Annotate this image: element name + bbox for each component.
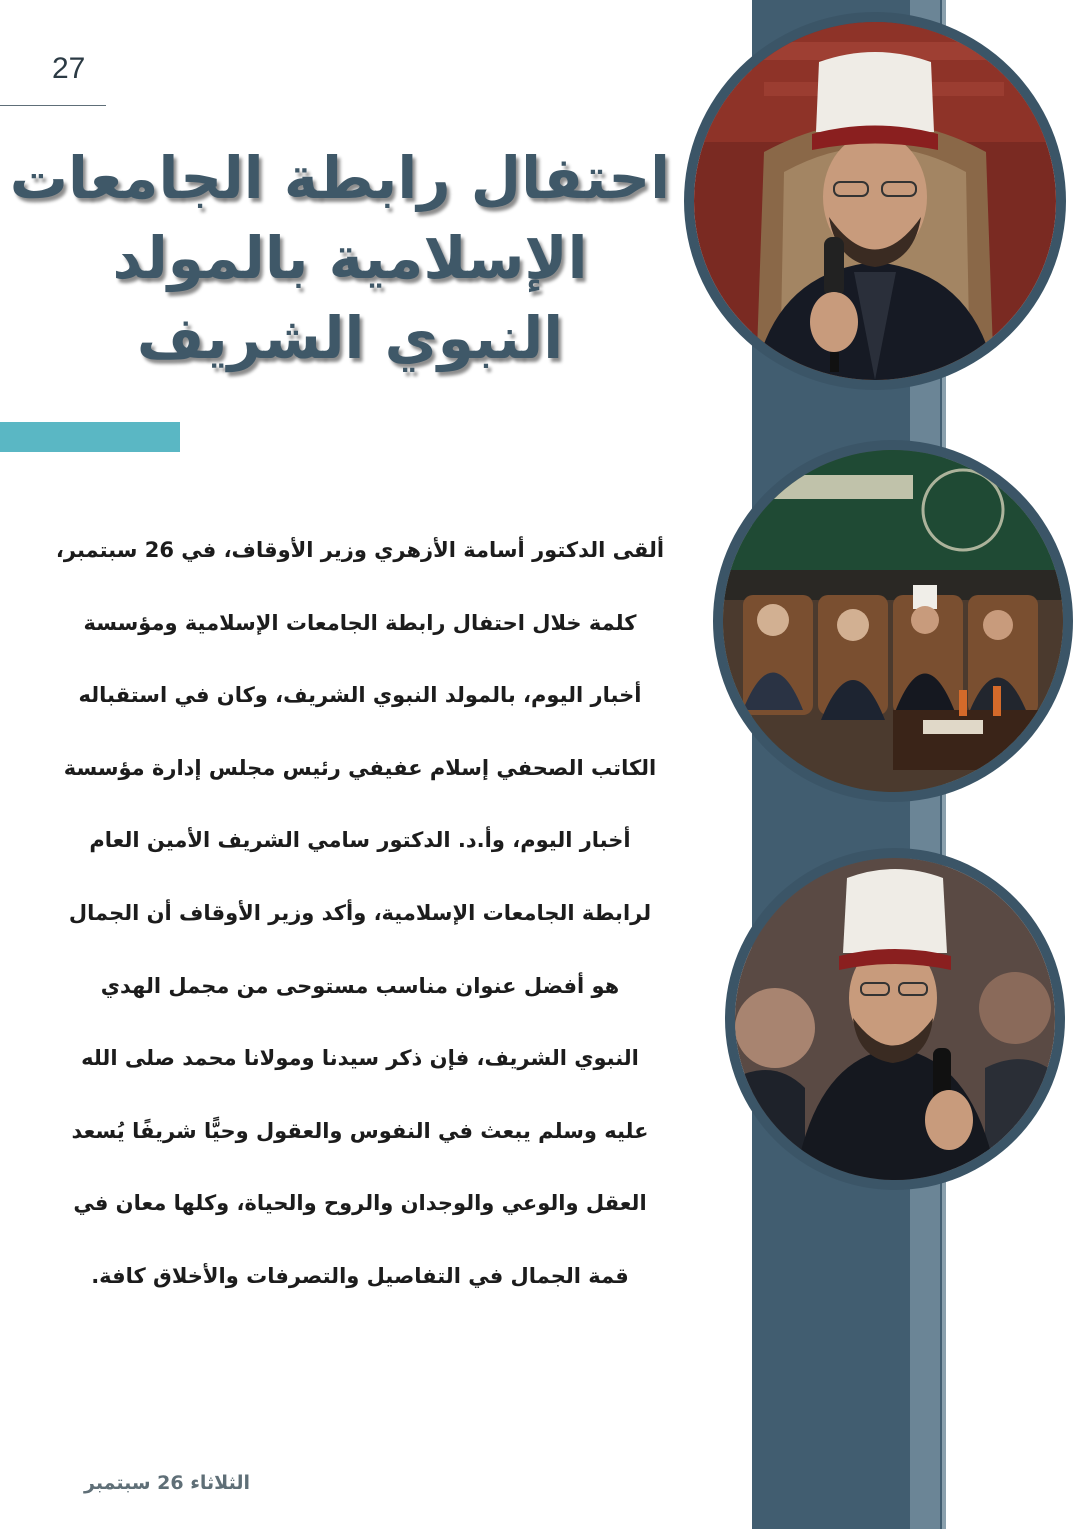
article-body	[40, 520, 680, 1319]
photo-speaker-portrait	[684, 12, 1066, 390]
body-line: النبوي الشريف، فإن ذكر سيدنا ومولانا محمد صلى الله	[81, 1046, 639, 1071]
body-line: كلمة خلال احتفال رابطة الجامعات الإسلامية ومؤسسة	[83, 610, 637, 635]
photo-audience	[713, 440, 1073, 802]
body-line: قمة الجمال في التفاصيل والتصرفات والأخلاق كافة.	[91, 1263, 629, 1288]
article-title	[9, 138, 670, 378]
body-line: ألقى الدكتور أسامة الأزهري وزير الأوقاف، في 26 سبتمبر،	[55, 538, 665, 562]
body-line: أخبار اليوم، بالمولد النبوي الشريف، وكان في استقباله	[78, 683, 642, 708]
body-line: العقل والوعي والوجدان والروح والحياة، وكلها معان في	[73, 1191, 647, 1216]
accent-bar	[0, 422, 180, 452]
body-line: أخبار اليوم، وأ.د. الدكتور سامي الشريف الأمين العام	[89, 828, 631, 853]
title-line: احتفال رابطة الجامعات	[9, 144, 670, 212]
title-line: النبوي الشريف	[136, 304, 564, 372]
body-line: هو أفضل عنوان مناسب مستوحى من مجمل الهدي	[100, 973, 620, 998]
body-line: الكاتب الصحفي إسلام عفيفي رئيس مجلس إدارة مؤسسة	[63, 755, 657, 780]
title-line: الإسلامية بالمولد	[112, 224, 588, 292]
body-line: لرابطة الجامعات الإسلامية، وأكد وزير الأوقاف أن الجمال	[68, 900, 652, 925]
body-line: عليه وسلم يبعث في النفوس والعقول وحيًّا شريفًا يُسعد	[71, 1118, 649, 1143]
footer-date: الثلاثاء 26 سبتمبر	[84, 1472, 251, 1494]
page-number-underline	[0, 105, 106, 106]
photo-speaker-closeup	[725, 848, 1065, 1190]
page-number: 27	[52, 52, 86, 85]
